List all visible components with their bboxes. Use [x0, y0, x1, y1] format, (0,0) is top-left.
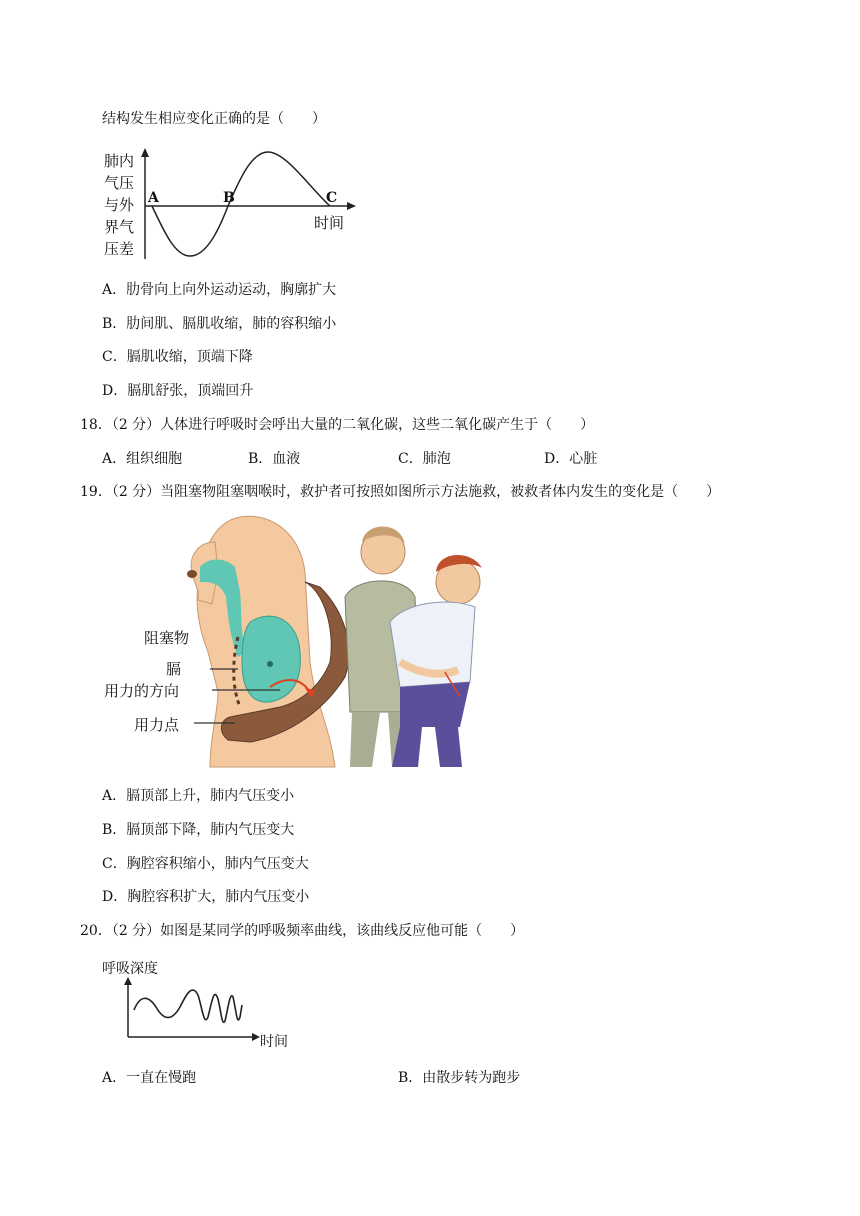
q20-stem: 20．（2 分）如图是某同学的呼吸频率曲线，该曲线反应他可能（ ） — [80, 923, 525, 939]
q17-xlabel: 时间 — [314, 214, 345, 232]
q17-ylabel-5: 压差 — [104, 240, 135, 258]
q19-option-d: D．胸腔容积扩大，肺内气压变小 — [102, 889, 310, 905]
q19-option-a: A．膈顶部上升，肺内气压变小 — [102, 788, 295, 804]
q17-option-d: D．膈肌舒张，顶端回升 — [102, 383, 254, 399]
q17-option-c: C．膈肌收缩，顶端下降 — [102, 349, 253, 365]
q20-option-b: B．由散步转为跑步 — [398, 1070, 521, 1086]
q18-option-c: C．肺泡 — [398, 451, 451, 467]
q20-breathing-graph — [100, 955, 300, 1055]
q17-ylabel-4: 界气 — [104, 218, 135, 236]
q17-pressure-graph — [100, 144, 360, 264]
q19-option-c: C．胸腔容积缩小，肺内气压变大 — [102, 856, 309, 872]
q17-ylabel-2: 气压 — [104, 174, 135, 192]
q17-stem: 结构发生相应变化正确的是（ ） — [102, 111, 326, 127]
q19-label-force-direction: 用力的方向 — [104, 682, 180, 700]
q17-option-b: B．肋间肌、膈肌收缩，肺的容积缩小 — [102, 316, 337, 332]
q17-point-b: B — [223, 190, 235, 206]
q17-ylabel-1: 肺内 — [104, 152, 135, 170]
q17-point-a: A — [148, 190, 159, 206]
q18-stem: 18．（2 分）人体进行呼吸时会呼出大量的二氧化碳，这些二氧化碳产生于（ ） — [80, 417, 595, 433]
q19-stem: 19．（2 分）当阻塞物阻塞咽喉时，救护者可按照如图所示方法施救，被救者体内发生的变化是（ ） — [80, 484, 721, 500]
q18-option-a: A．组织细胞 — [102, 451, 183, 467]
q19-option-b: B．膈顶部下降，肺内气压变大 — [102, 822, 295, 838]
q19-heimlich-figure — [100, 512, 500, 772]
q17-point-c: C — [326, 190, 338, 206]
q19-label-force-point: 用力点 — [134, 716, 180, 734]
q19-label-diaphragm: 膈 — [166, 660, 182, 678]
q20-option-a: A．一直在慢跑 — [102, 1070, 197, 1086]
q17-option-a: A．肋骨向上向外运动运动，胸廓扩大 — [102, 282, 337, 298]
q17-ylabel-3: 与外 — [104, 196, 135, 214]
q19-label-obstruction: 阻塞物 — [144, 629, 190, 647]
q18-option-d: D．心脏 — [544, 451, 598, 467]
q18-option-b: B．血液 — [248, 451, 301, 467]
q20-xlabel: 时间 — [260, 1034, 288, 1050]
q20-ylabel: 呼吸深度 — [102, 961, 158, 977]
